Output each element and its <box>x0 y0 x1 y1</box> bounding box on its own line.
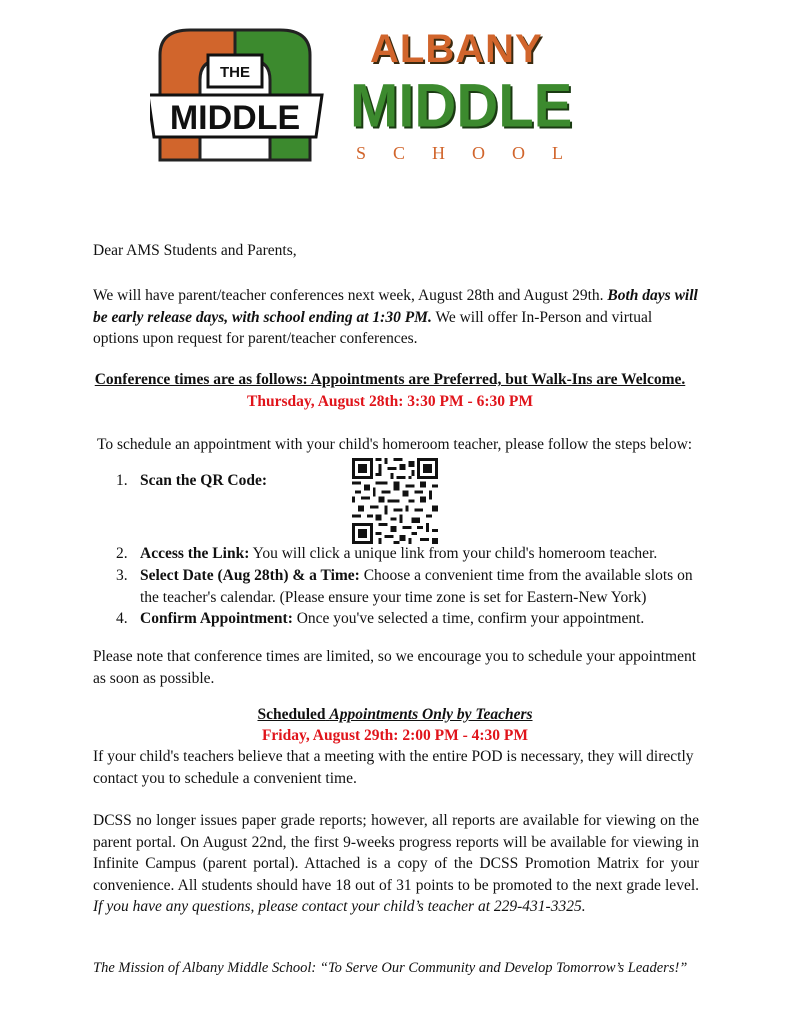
dcss-text: DCSS no longer issues paper grade reports; however, all reports are available for viewing on the parent portal. On August 22nd, the first 9-weeks progress reports will be available for viewing in Infinite Campus (parent portal). Attached is a copy of the DCSS Promotion Matrix for your convenience. All students should have 18 out of 31 points to be promoted to the next grade level. <box>93 812 699 894</box>
the-middle-emblem <box>150 25 325 165</box>
step-number: 1. <box>116 472 128 489</box>
step-title: Access the Link: <box>140 545 250 562</box>
intro-part1: We will have parent/teacher conferences next week, August 28th and August 29th. <box>93 287 604 304</box>
step-title: Scan the QR Code: <box>140 472 268 489</box>
conference-heading: Conference times are as follows: Appointments are Preferred, but Walk-Ins are Welcome. <box>94 371 686 388</box>
step-number: 3. <box>116 567 128 584</box>
step-number: 4. <box>116 610 128 627</box>
thursday-times: Thursday, August 28th: 3:30 PM - 6:30 PM <box>247 393 533 410</box>
scheduled-heading-italic: Appointments Only by Teachers <box>329 706 533 723</box>
qr-code[interactable] <box>352 458 438 544</box>
intro-paragraph <box>93 285 701 350</box>
school-wordmark <box>350 25 620 165</box>
step-title: Confirm Appointment: <box>140 610 293 627</box>
wordmark-school: SCHOOL <box>356 143 591 163</box>
wordmark-albany: ALBANY <box>370 27 543 71</box>
mission-statement: The Mission of Albany Middle School: “To Serve Our Community and Develop Tomorrow’s Leaders!” <box>93 960 688 976</box>
scheduled-heading <box>80 704 710 726</box>
step-number: 2. <box>116 545 128 562</box>
friday-times: Friday, August 29th: 2:00 PM - 4:30 PM <box>261 727 529 744</box>
school-logo <box>150 25 620 165</box>
intro-early-release: Both days will be early release days, with school ending at 1:30 PM. <box>93 287 698 326</box>
limited-note: Please note that conference times are limited, so we encourage you to schedule your appointment as soon as possible. <box>93 648 697 687</box>
questions-line: If you have any questions, please contact your child’s teacher at 229-431-3325. <box>93 898 586 915</box>
emblem-text-main: MIDDLE <box>169 99 301 137</box>
scheduled-heading-plain: Scheduled <box>257 706 326 723</box>
dcss-paragraph <box>93 810 699 918</box>
emblem-text-top: THE <box>220 64 250 81</box>
pod-note: If your child's teachers believe that a meeting with the entire POD is necessary, they will directly contact you to schedule a convenient time. <box>93 748 694 787</box>
step-text: You will click a unique link from your child's homeroom teacher. <box>252 545 658 562</box>
step-text: Choose a convenient time from the available slots on the teacher's calendar. (Please ensure your time zone is set for Eastern-New York) <box>140 567 693 606</box>
salutation: Dear AMS Students and Parents, <box>93 242 297 259</box>
step-title: Select Date (Aug 28th) & a Time: <box>140 567 360 584</box>
intro-part2: We will offer In-Person and virtual options upon request for parent/teacher conferences. <box>93 308 653 347</box>
step-text: Once you've selected a time, confirm your appointment. <box>296 610 645 627</box>
wordmark-middle: MIDDLE <box>350 72 573 141</box>
schedule-intro: To schedule an appointment with your child's homeroom teacher, please follow the steps below: <box>97 436 693 453</box>
